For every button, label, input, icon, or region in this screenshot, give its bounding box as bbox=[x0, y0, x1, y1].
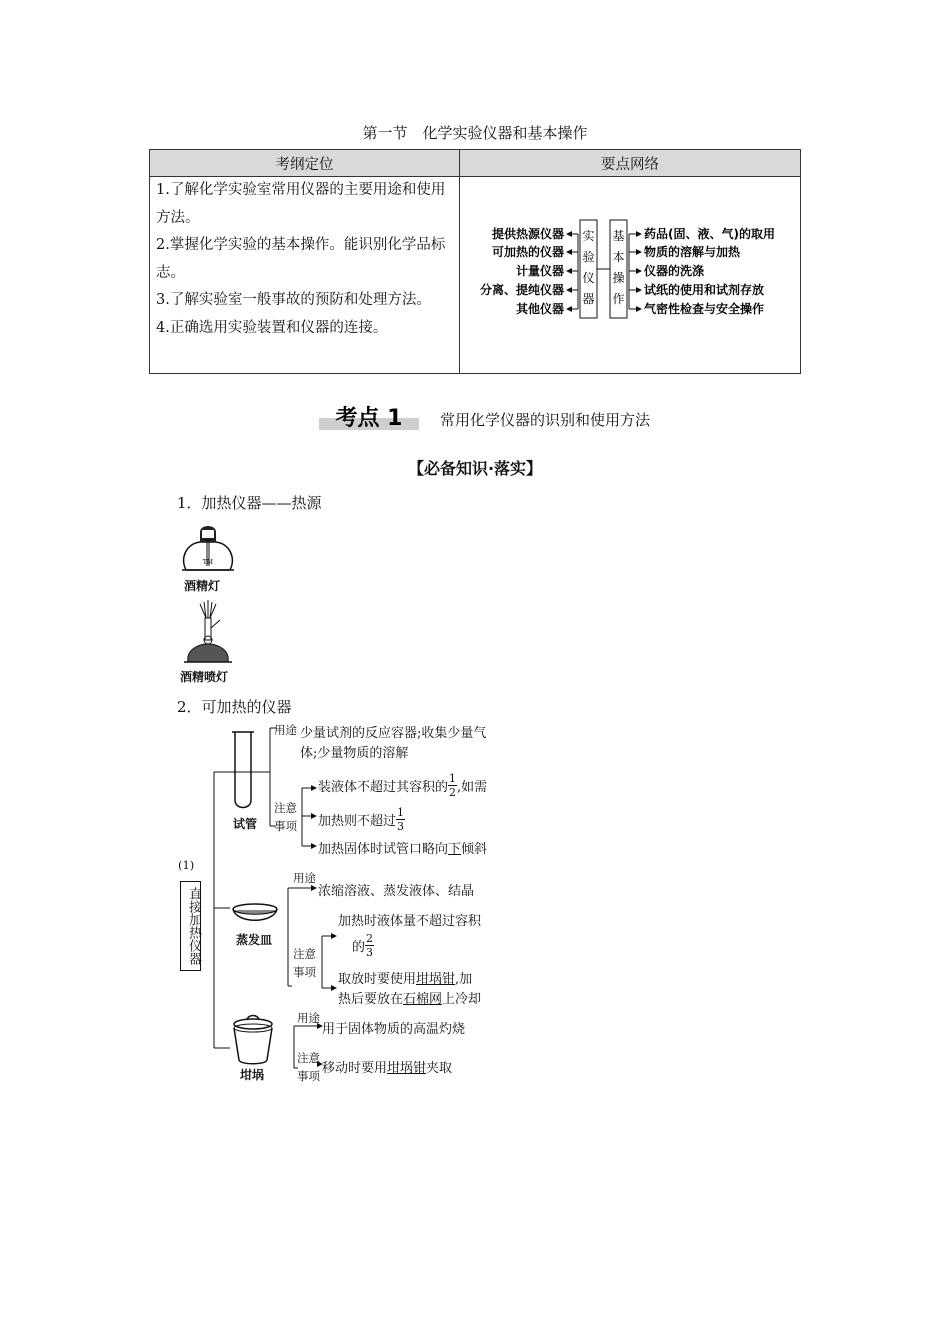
crucible-use-label: 用途 bbox=[297, 1011, 320, 1025]
center-left-3: 仪 bbox=[582, 271, 595, 285]
tube-use-label: 用途 bbox=[274, 723, 297, 737]
evaporating-dish-icon bbox=[230, 902, 280, 928]
center-left-2: 验 bbox=[582, 250, 595, 264]
group-label: 直接加热仪器 bbox=[180, 881, 201, 971]
section-title: 第一节 化学实验仪器和基本操作 bbox=[362, 124, 588, 142]
group-index: (1) bbox=[178, 858, 195, 872]
kaodian-badge bbox=[319, 404, 419, 430]
dish-note-1: 加热时液体量不超过容积 bbox=[338, 914, 482, 929]
svg-text:TM: TM bbox=[202, 559, 214, 566]
dish-note-1b: 的 $\frac{2}{3}$ bbox=[352, 932, 374, 959]
dish-note-3: 热后要放在石棉网上冷却 bbox=[338, 992, 482, 1007]
outline-table bbox=[149, 149, 801, 374]
frac-two-thirds: $\frac{2}{3}$ bbox=[366, 932, 374, 959]
tube-use-text2: 体;少量物质的溶解 bbox=[300, 746, 409, 761]
goals-cell bbox=[150, 177, 460, 374]
crucible-note: 移动时要用坩埚钳夹取 bbox=[322, 1061, 453, 1076]
alcohol-blowtorch-icon bbox=[178, 600, 240, 666]
tube-note-label-1: 注意 bbox=[274, 801, 297, 815]
col2-header: 要点网络 bbox=[460, 150, 801, 177]
goal-1: 1.了解化学实验室常用仪器的主要用途和使用方法。 bbox=[156, 182, 446, 226]
crucible-use-text: 用于固体物质的高温灼烧 bbox=[322, 1022, 466, 1037]
net-left-2: 可加热的仪器 bbox=[491, 245, 564, 259]
frac-third: $\frac{1}{3}$ bbox=[397, 806, 405, 833]
center-right-2: 本 bbox=[612, 250, 625, 264]
center-left-1: 实 bbox=[582, 229, 595, 243]
net-right-2: 物质的溶解与加热 bbox=[644, 245, 741, 259]
net-left-4: 分离、提纯仪器 bbox=[479, 283, 564, 297]
tube-note-3-key: 下 bbox=[448, 842, 462, 857]
center-right-3: 操 bbox=[612, 271, 625, 285]
goal-4: 4.正确选用实验装置和仪器的连接。 bbox=[156, 319, 388, 336]
frac-half: $\frac{1}{2}$ bbox=[449, 772, 457, 799]
crucible-icon bbox=[228, 1014, 278, 1066]
dish-note-2-key: 坩埚钳 bbox=[416, 972, 456, 987]
net-right-5: 气密性检查与安全操作 bbox=[644, 302, 765, 316]
tube-note-1-text: 装液体不超过其容积的 bbox=[318, 780, 449, 795]
crucible-note-label-2: 事项 bbox=[297, 1069, 320, 1083]
alcohol-blowtorch-caption: 酒精喷灯 bbox=[180, 670, 229, 684]
section1-heading: 1．加热仪器——热源 bbox=[177, 494, 322, 512]
tube-note-1 bbox=[318, 772, 487, 799]
tube-note-2-text: 加热则不超过 bbox=[318, 814, 397, 829]
dish-use-text: 浓缩溶液、蒸发液体、结晶 bbox=[318, 884, 475, 899]
goal-2: 2.掌握化学实验的基本操作。能识别化学品标志。 bbox=[156, 237, 446, 281]
dish-note-2: 取放时要使用坩埚钳,加 bbox=[338, 972, 473, 987]
kaodian-label: 考点 1 bbox=[335, 406, 403, 430]
test-tube-icon bbox=[228, 730, 258, 814]
dish-note-3-key: 石棉网 bbox=[403, 992, 443, 1007]
bibei-heading: 【必备知识·落实】 bbox=[407, 459, 543, 478]
net-left-5: 其他仪器 bbox=[515, 302, 564, 316]
tube-note-2 bbox=[318, 806, 405, 833]
test-tube-caption: 试管 bbox=[233, 817, 258, 831]
network-diagram bbox=[460, 177, 802, 373]
tube-note-label-2: 事项 bbox=[274, 819, 297, 833]
crucible-note-label-1: 注意 bbox=[297, 1051, 320, 1065]
tube-use-text: 少量试剂的反应容器;收集少量气 bbox=[300, 726, 487, 741]
net-right-4: 试纸的使用和试剂存放 bbox=[644, 283, 765, 297]
col1-header: 考纲定位 bbox=[150, 150, 460, 177]
center-right-1: 基 bbox=[612, 229, 625, 243]
dish-use-label: 用途 bbox=[293, 871, 316, 885]
tube-note-1-tail: ,如需 bbox=[457, 780, 488, 795]
section2-heading: 2．可加热的仪器 bbox=[177, 698, 292, 716]
net-right-1: 药品(固、液、气)的取用 bbox=[644, 227, 775, 241]
center-left-4: 器 bbox=[582, 292, 595, 306]
goal-3: 3.了解实验室一般事故的预防和处理方法。 bbox=[156, 292, 431, 308]
dish-note-label-1: 注意 bbox=[293, 947, 316, 961]
net-left-1: 提供热源仪器 bbox=[491, 227, 564, 241]
network-cell bbox=[460, 177, 801, 374]
alcohol-lamp-caption: 酒精灯 bbox=[184, 579, 221, 593]
tube-note-3: 加热固体时试管口略向下倾斜 bbox=[318, 842, 488, 857]
center-right-4: 作 bbox=[612, 292, 625, 306]
crucible-caption: 坩埚 bbox=[240, 1068, 265, 1082]
dish-note-label-2: 事项 bbox=[293, 965, 316, 979]
kaodian-title: 常用化学仪器的识别和使用方法 bbox=[440, 411, 651, 429]
crucible-note-key: 坩埚钳 bbox=[387, 1061, 427, 1076]
net-left-3: 计量仪器 bbox=[515, 264, 564, 278]
net-right-3: 仪器的洗涤 bbox=[644, 264, 705, 278]
evaporating-dish-caption: 蒸发皿 bbox=[236, 933, 273, 947]
